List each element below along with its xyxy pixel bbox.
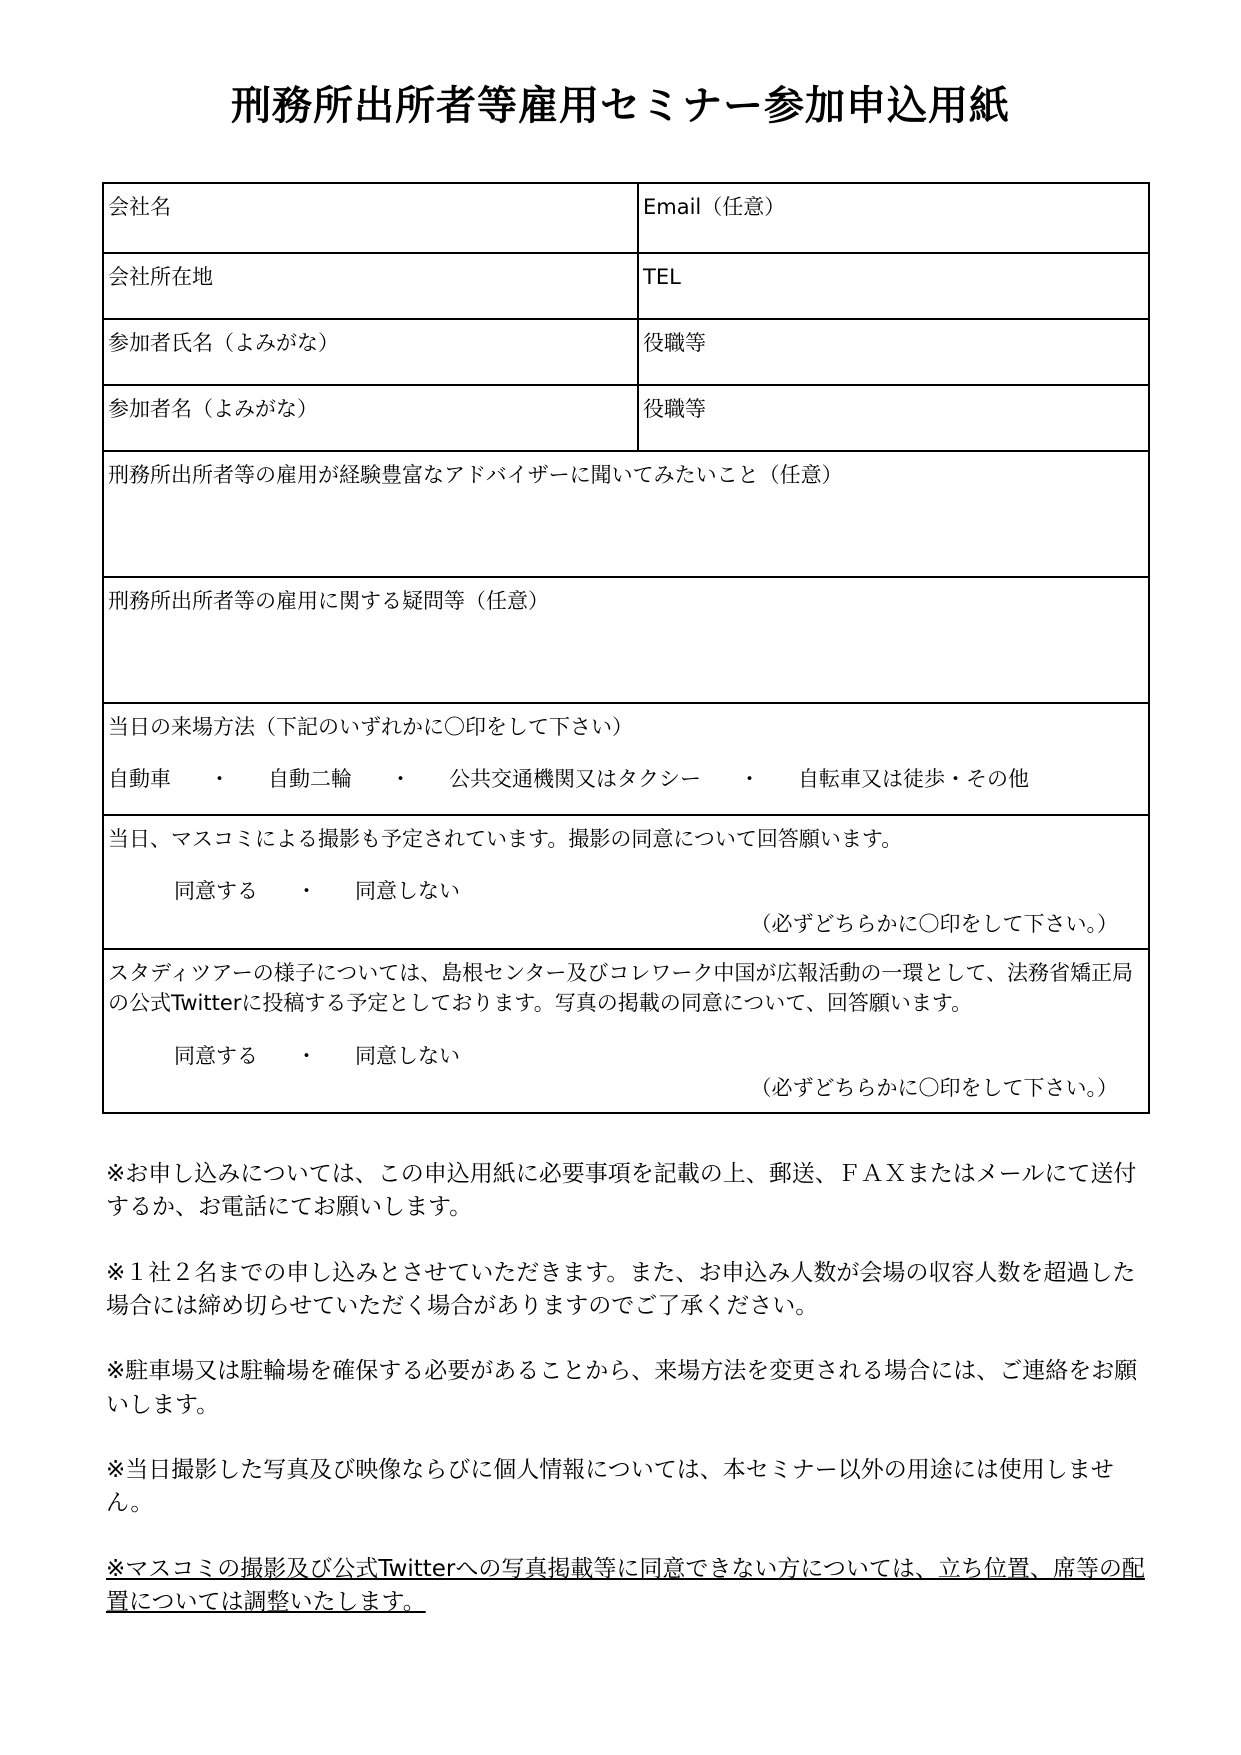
- note-parking: ※駐車場又は駐輪場を確保する必要があることから、来場方法を変更される場合には、ご連絡をお願いします。: [106, 1358, 1138, 1418]
- visit-method-section: [103, 703, 1149, 815]
- email-label: Email（任意）: [643, 195, 786, 219]
- visit-option-public-transport[interactable]: 公共交通機関又はタクシー: [449, 767, 701, 792]
- media-consent-label: 当日、マスコミによる撮影も予定されています。撮影の同意について回答願います。: [108, 827, 903, 851]
- visit-options: [108, 764, 1142, 794]
- company-address-field[interactable]: [103, 253, 638, 319]
- advisor-question-label: 刑務所出所者等の雇用が経験豊富なアドバイザーに聞いてみたいこと（任意）: [108, 463, 843, 487]
- visit-separator: ・: [739, 767, 760, 792]
- participant1-label: 参加者氏名（よみがな）: [108, 331, 339, 355]
- participant1-name-field[interactable]: [103, 319, 638, 385]
- employment-question-label: 刑務所出所者等の雇用に関する疑問等（任意）: [108, 589, 549, 613]
- note-participant-limit: ※１社２名までの申し込みとさせていただきます。また、お申込み人数が会場の収容人数を超過した場合には締め切らせていただく場合がありますのでご了承ください。: [106, 1259, 1136, 1320]
- tel-label: TEL: [643, 265, 681, 289]
- notes-section: [106, 1158, 1146, 1619]
- sns-separator: ・: [296, 1043, 317, 1068]
- sns-consent-section: [103, 949, 1149, 1113]
- company-address-label: 会社所在地: [108, 265, 213, 289]
- media-agree-option[interactable]: 同意する: [174, 879, 258, 904]
- media-consent-section: [103, 815, 1149, 949]
- note-application-method: ※お申し込みについては、この申込用紙に必要事項を記載の上、郵送、ＦＡＸまたはメールにて送付するか、お電話にてお願いします。: [106, 1161, 1137, 1221]
- media-consent-note: （必ずどちらかに〇印をして下さい。）: [750, 911, 1118, 936]
- participant2-position-field[interactable]: [638, 385, 1149, 451]
- participant2-position-label: 役職等: [643, 397, 706, 421]
- sns-consent-note: （必ずどちらかに〇印をして下さい。）: [750, 1076, 1118, 1101]
- visit-option-motorcycle[interactable]: 自動二輪: [268, 767, 352, 792]
- participant2-label: 参加者名（よみがな）: [108, 397, 318, 421]
- visit-separator: ・: [390, 767, 411, 792]
- participant1-position-field[interactable]: [638, 319, 1149, 385]
- visit-option-car[interactable]: 自動車: [108, 767, 171, 792]
- note-privacy: ※当日撮影した写真及び映像ならびに個人情報については、本セミナー以外の用途には使用しません。: [106, 1457, 1114, 1517]
- visit-method-label: 当日の来場方法（下記のいずれかに〇印をして下さい）: [108, 715, 633, 739]
- note-consent-emphasis: ※マスコミの撮影及び公式Twitterへの写真掲載等に同意できない方については、立ち位置、席等の配置については調整いたします。: [106, 1555, 1145, 1616]
- sns-consent-options: [108, 1041, 1142, 1071]
- media-disagree-option[interactable]: 同意しない: [355, 879, 460, 904]
- participant2-name-field[interactable]: [103, 385, 638, 451]
- media-consent-options: [108, 876, 1142, 906]
- employment-question-field[interactable]: [103, 577, 1149, 703]
- advisor-question-field[interactable]: [103, 451, 1149, 577]
- company-name-label: 会社名: [108, 195, 171, 219]
- page-title: 刑務所出所者等雇用セミナー参加申込用紙: [231, 83, 1010, 129]
- company-name-field[interactable]: [103, 183, 638, 253]
- sns-consent-label: スタディツアーの様子については、島根センター及びコレワーク中国が広報活動の一環として、法務省矯正局の公式Twitterに投稿する予定としております。写真の掲載の同意について、回答願います。: [108, 961, 1134, 1016]
- visit-option-bicycle-walk-other[interactable]: 自転車又は徒歩・その他: [798, 767, 1029, 792]
- sns-agree-option[interactable]: 同意する: [174, 1043, 258, 1068]
- visit-separator: ・: [209, 767, 230, 792]
- sns-disagree-option[interactable]: 同意しない: [355, 1043, 460, 1068]
- tel-field[interactable]: [638, 253, 1149, 319]
- application-form: [102, 182, 1150, 1114]
- participant1-position-label: 役職等: [643, 331, 706, 355]
- media-separator: ・: [296, 879, 317, 904]
- email-field[interactable]: [638, 183, 1149, 253]
